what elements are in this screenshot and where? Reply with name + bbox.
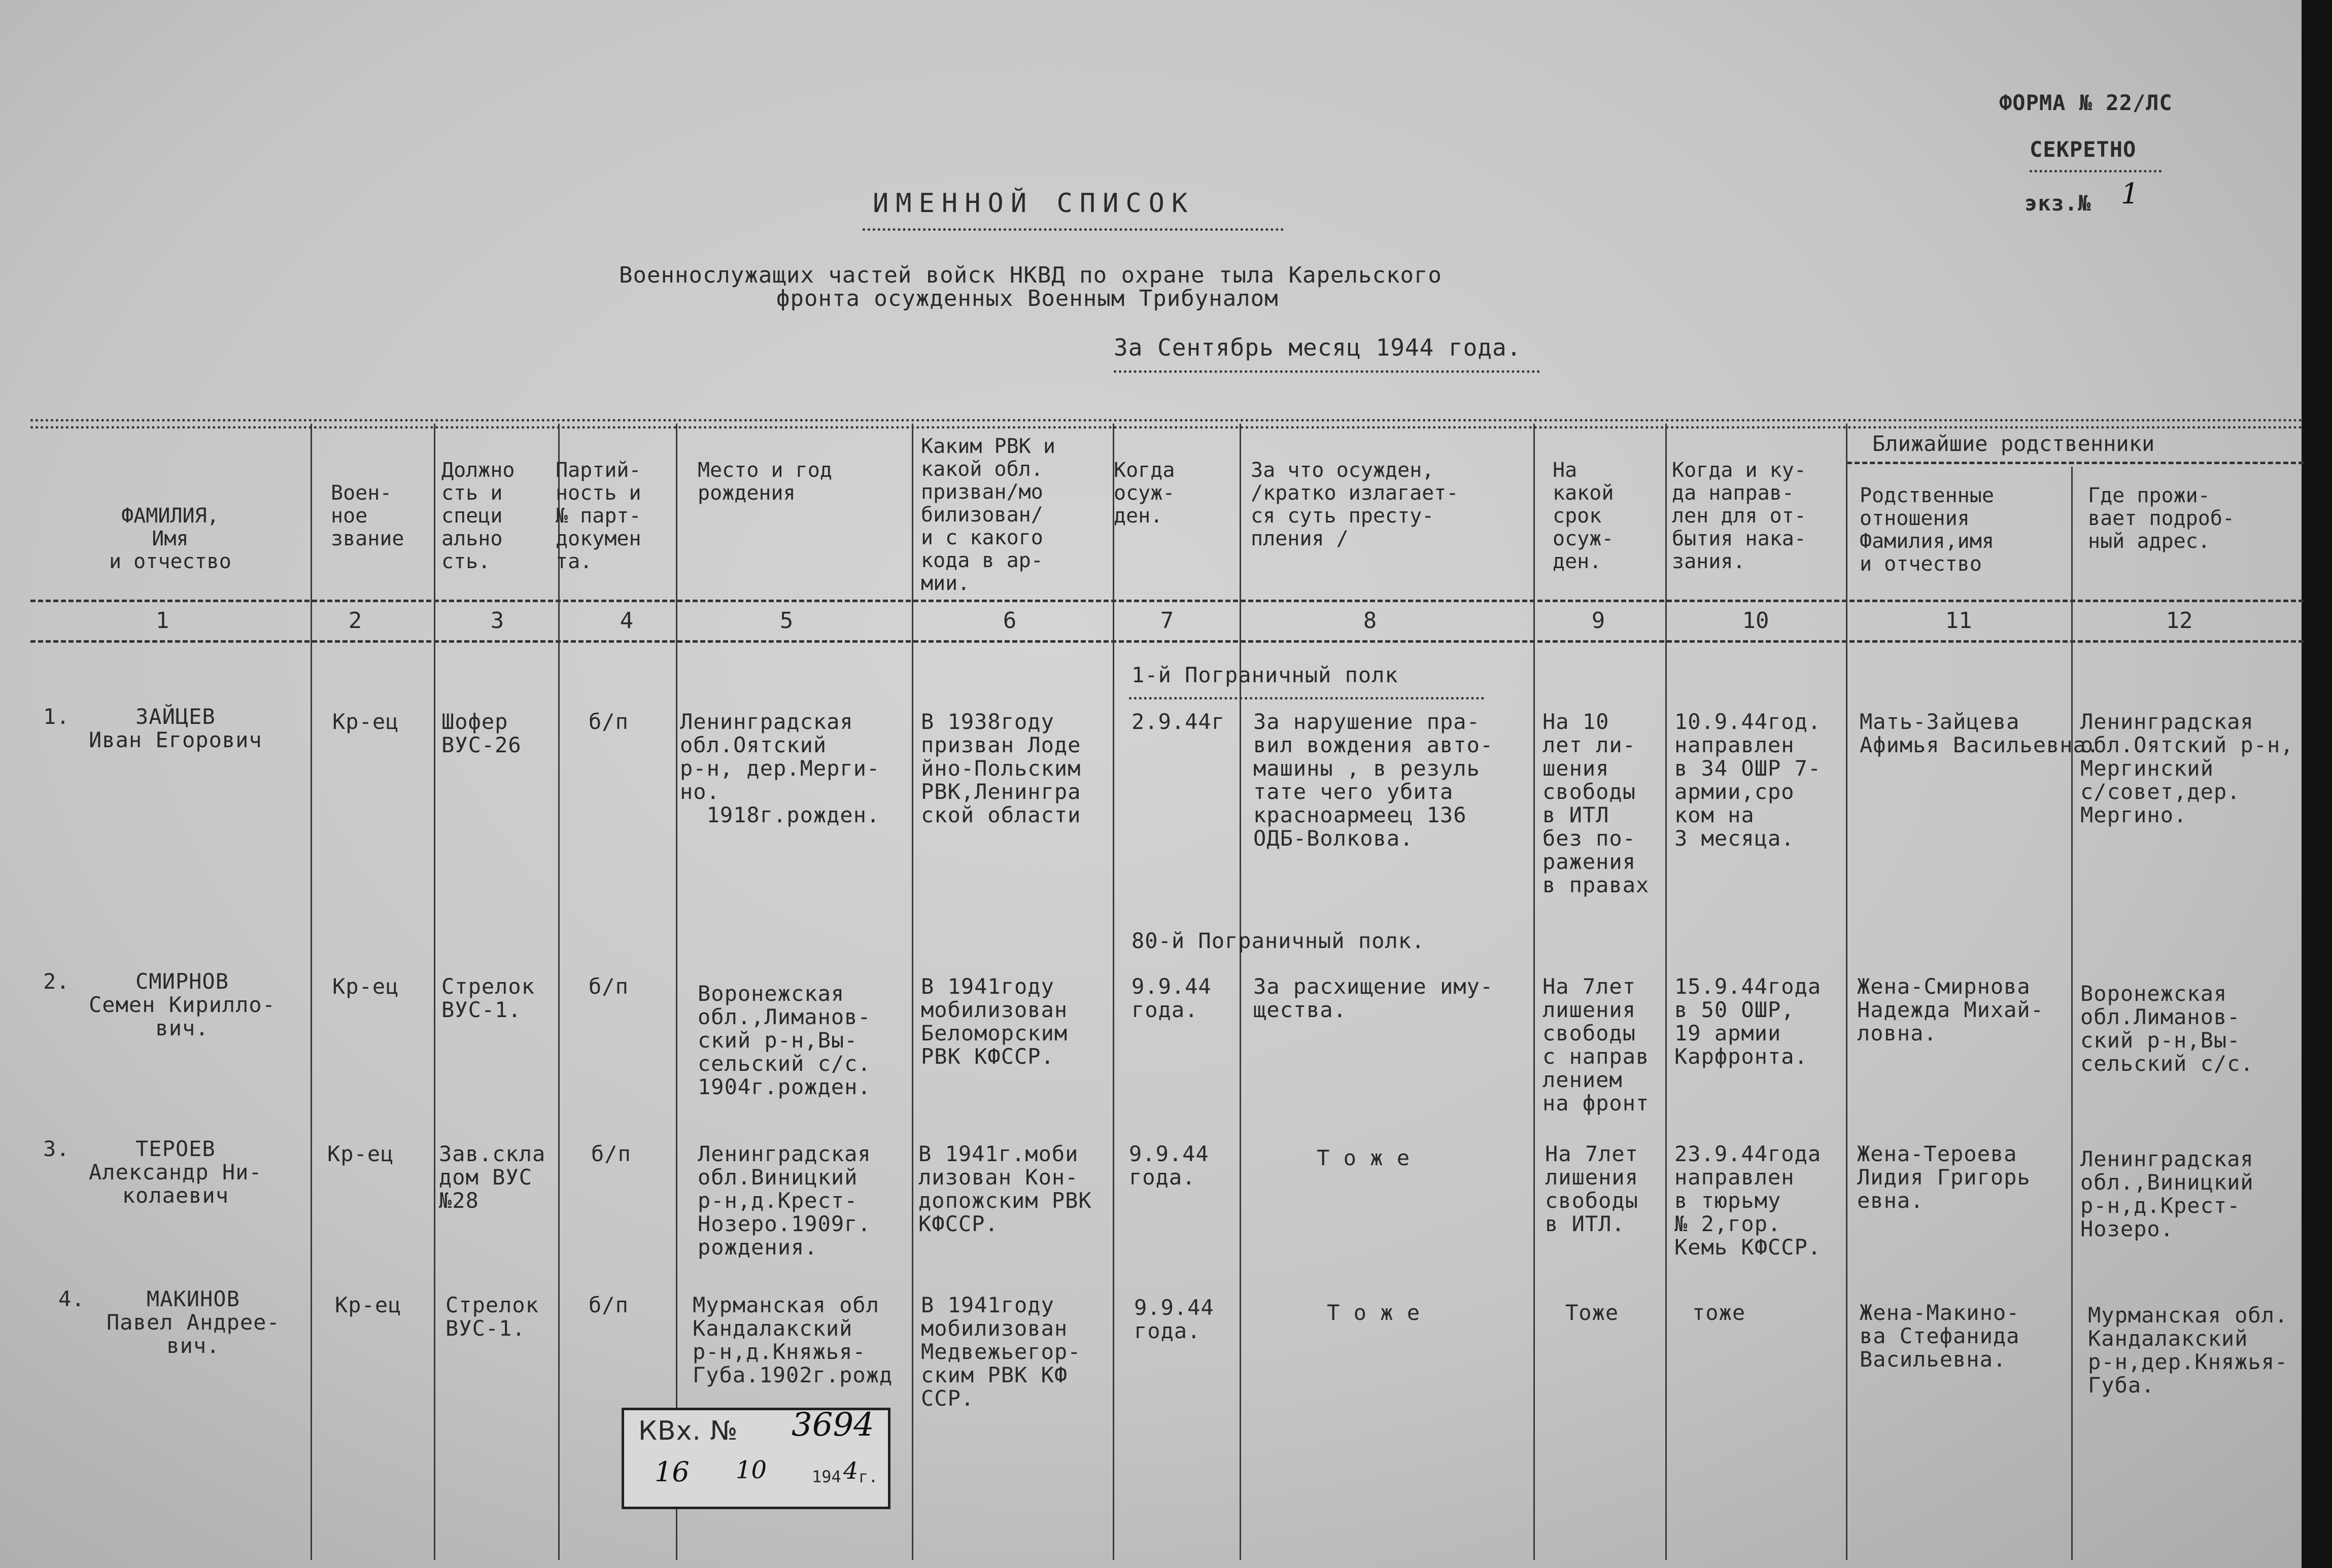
row-sent: тоже: [1692, 1300, 1746, 1325]
col-divider: [2071, 467, 2073, 1560]
col-number: 8: [1363, 608, 1377, 634]
stamp-year-suffix: г.: [859, 1467, 878, 1486]
table-top-rule: [30, 419, 2304, 422]
document-title: ИМЕННОЙ СПИСОК: [873, 188, 1195, 219]
stamp-month: 10: [736, 1456, 767, 1484]
stamp-day: 16: [655, 1456, 690, 1488]
col-header-rvk: Каким РВК и какой обл. призван/мо билизован/ и с какого кода в ар- мии.: [921, 435, 1055, 595]
row-crime: За расхищение иму- щества.: [1253, 974, 1494, 1022]
col-header-sent: Когда и ку- да направ- лен для от- бытия нака- зания.: [1672, 459, 1806, 573]
col-divider: [1533, 424, 1535, 1560]
row-date: 9.9.44 года.: [1134, 1295, 1214, 1343]
col-header-date: Когда осуж- ден.: [1114, 459, 1175, 528]
row-birth: Воронежская обл.,Лиманов- ский р-н,Вы- сельский с/с. 1904г.рожден.: [698, 981, 871, 1099]
row-term: На 7лет лишения свободы с направ лением на фронт: [1542, 974, 1650, 1116]
relatives-rule: [1847, 462, 2304, 464]
header-bottom-rule: [30, 600, 2304, 602]
col-number: 7: [1160, 608, 1174, 634]
stamp-number: 3694: [792, 1406, 874, 1444]
section-underline: [1129, 697, 1484, 700]
row-rank: Кр-ец: [332, 709, 399, 734]
copy-number-hand: 1: [2121, 178, 2139, 211]
subtitle-line-2: фронта осужденных Военным Трибуналом: [776, 286, 1279, 311]
row-rvk: В 1941году мобилизован Беломорским РВК КФССР.: [921, 974, 1068, 1069]
row-sent: 10.9.44год. направлен в 34 ОШР 7- армии,сро ком на 3 месяца.: [1674, 709, 1822, 851]
row-name: ЗАЙЦЕВ Иван Егорович: [89, 704, 262, 752]
col-divider: [311, 424, 312, 1560]
row-post: Зав.скла дом ВУС №28: [439, 1141, 546, 1213]
col-number: 1: [155, 608, 169, 634]
row-term: На 7лет лишения свободы в ИТЛ.: [1545, 1141, 1639, 1236]
row-party: б/п: [589, 974, 629, 999]
col-header-birth: Место и год рождения: [698, 459, 832, 505]
row-rvk: В 1938году призван Лоде йно-Польским РВК,Ленингра ской области: [921, 709, 1081, 827]
row-party: б/п: [591, 1141, 631, 1166]
row-sent: 23.9.44года направлен в тюрьму № 2,гор. Кемь КФССР.: [1674, 1141, 1822, 1260]
stamp-prefix: КВх. №: [638, 1416, 738, 1446]
col-header-crime: За что осужден, /кратко излагает- ся суть престу- пления /: [1251, 459, 1459, 550]
row-crime: За нарушение пра- вил вождения авто- машины , в резуль тате чего убита красноармеец 136 ОДБ-Волкова.: [1253, 709, 1494, 851]
col-number: 12: [2166, 608, 2193, 634]
relatives-header: Ближайшие родственники: [1872, 431, 2155, 456]
scan-edge: [2302, 0, 2332, 1568]
row-rvk: В 1941г.моби лизован Кон- допожским РВК КФССР.: [918, 1141, 1092, 1236]
col-header-party: Партий- ность и № парт- докумен та.: [556, 459, 641, 573]
row-address: Ленинградская обл.,Виницкий р-н,д.Крест- Нозеро.: [2080, 1146, 2254, 1241]
col-number: 5: [779, 608, 794, 634]
row-relative: Жена-Смирнова Надежда Михай- ловна.: [1857, 974, 2044, 1046]
row-index: 1.: [43, 704, 70, 729]
period: За Сентябрь месяц 1944 года.: [1114, 334, 1522, 361]
col-number: 6: [1003, 608, 1017, 634]
row-date: 2.9.44г: [1131, 709, 1225, 734]
column-number-rule: [30, 640, 2304, 643]
row-crime: Т о ж е: [1317, 1145, 1411, 1170]
form-number: ФОРМА № 22/ЛС: [1999, 90, 2173, 115]
row-index: 3.: [43, 1136, 70, 1161]
section-label-2: 80-й Пограничный полк.: [1131, 928, 1425, 953]
col-number: 3: [490, 608, 504, 634]
col-number: 10: [1742, 608, 1769, 634]
row-relative: Жена-Макино- ва Стефанида Васильевна.: [1860, 1300, 2020, 1372]
row-rvk: В 1941году мобилизован Медвежьегор- ским РВК КФ ССР.: [921, 1293, 1081, 1411]
row-rank: Кр-ец: [332, 974, 399, 999]
row-relative: Мать-Зайцева Афимья Васильевна.: [1860, 709, 2100, 757]
col-header-relation: Родственные отношения Фамилия,имя и отчество: [1860, 484, 1994, 576]
row-birth: Мурманская обл Кандалакский р-н,д.Княжья- Губа.1902г.рожд: [693, 1293, 893, 1387]
row-rank: Кр-ец: [335, 1293, 402, 1317]
col-number: 2: [348, 608, 362, 634]
section-label-1: 1-й Пограничный полк: [1131, 663, 1398, 687]
stamp-year-hand: 4: [843, 1457, 859, 1484]
secret-underline: [2030, 170, 2162, 172]
col-divider: [912, 424, 913, 1560]
row-post: Стрелок ВУС-1.: [441, 974, 535, 1022]
row-name: СМИРНОВ Семен Кирилло- вич.: [89, 969, 276, 1040]
subtitle-line-1: Военнослужащих частей войск НКВД по охране тыла Карельского: [619, 262, 1442, 288]
col-divider: [1665, 424, 1667, 1560]
col-divider: [434, 424, 435, 1560]
row-birth: Ленинградская обл.Виницкий р-н,д.Крест- Нозеро.1909г. рождения.: [698, 1141, 871, 1260]
row-rank: Кр-ец: [327, 1141, 394, 1166]
row-name: МАКИНОВ Павел Андрее- вич.: [107, 1286, 280, 1358]
row-address: Ленинградская обл.Оятский р-н, Мергинский с/совет,дер. Мергино.: [2080, 709, 2294, 827]
stamp-year: 194: [812, 1467, 841, 1486]
row-birth: Ленинградская обл.Оятский р-н, дер.Мерги- но. 1918г.рожден.: [680, 709, 880, 827]
row-relative: Жена-Тероева Лидия Григорь евна.: [1857, 1141, 2031, 1213]
col-header-rank: Воен- ное звание: [331, 481, 404, 550]
row-index: 2.: [43, 969, 70, 994]
col-divider: [1113, 424, 1114, 1560]
registration-stamp: [622, 1408, 890, 1509]
row-term: На 10 лет ли- шения свободы в ИТЛ без по- ражения в правах: [1542, 709, 1650, 897]
col-header-address: Где прожи- вает подроб- ный адрес.: [2088, 484, 2235, 553]
col-number: 11: [1945, 608, 1972, 634]
row-party: б/п: [589, 709, 629, 734]
row-address: Мурманская обл. Кандалакский р-н,дер.Княжья- Губа.: [2088, 1303, 2288, 1398]
table-top-rule-2: [30, 426, 2304, 429]
col-header-term: На какой срок осуж- ден.: [1553, 459, 1614, 573]
col-header-post: Должно сть и специ ально сть.: [441, 459, 515, 573]
col-divider: [1240, 424, 1241, 1560]
row-address: Воронежская обл.Лиманов- ский р-н,Вы- сельский с/с.: [2080, 981, 2254, 1076]
row-post: Стрелок ВУС-1.: [445, 1293, 539, 1341]
row-crime: Т о ж е: [1327, 1300, 1421, 1325]
title-underline: [863, 228, 1284, 231]
col-divider: [676, 424, 677, 1560]
col-number: 9: [1591, 608, 1605, 634]
row-date: 9.9.44 года.: [1131, 974, 1212, 1022]
secret-mark: СЕКРЕТНО: [2030, 137, 2137, 162]
col-divider: [558, 424, 560, 1560]
row-party: б/п: [589, 1293, 629, 1317]
col-header-name: ФАМИЛИЯ, Имя и отчество: [109, 504, 231, 573]
row-post: Шофер ВУС-26: [441, 709, 522, 757]
row-name: ТЕРОЕВ Александр Ни- колаевич: [89, 1136, 262, 1208]
row-sent: 15.9.44года в 50 ОШР, 19 армии Карфронта.: [1674, 974, 1822, 1069]
copy-number-label: экз.№: [2025, 191, 2091, 216]
row-index: 4.: [58, 1286, 85, 1311]
col-number: 4: [620, 608, 634, 634]
col-divider: [1846, 424, 1847, 1560]
row-date: 9.9.44 года.: [1129, 1141, 1209, 1190]
row-term: Тоже: [1565, 1300, 1619, 1325]
period-underline: [1114, 370, 1540, 373]
